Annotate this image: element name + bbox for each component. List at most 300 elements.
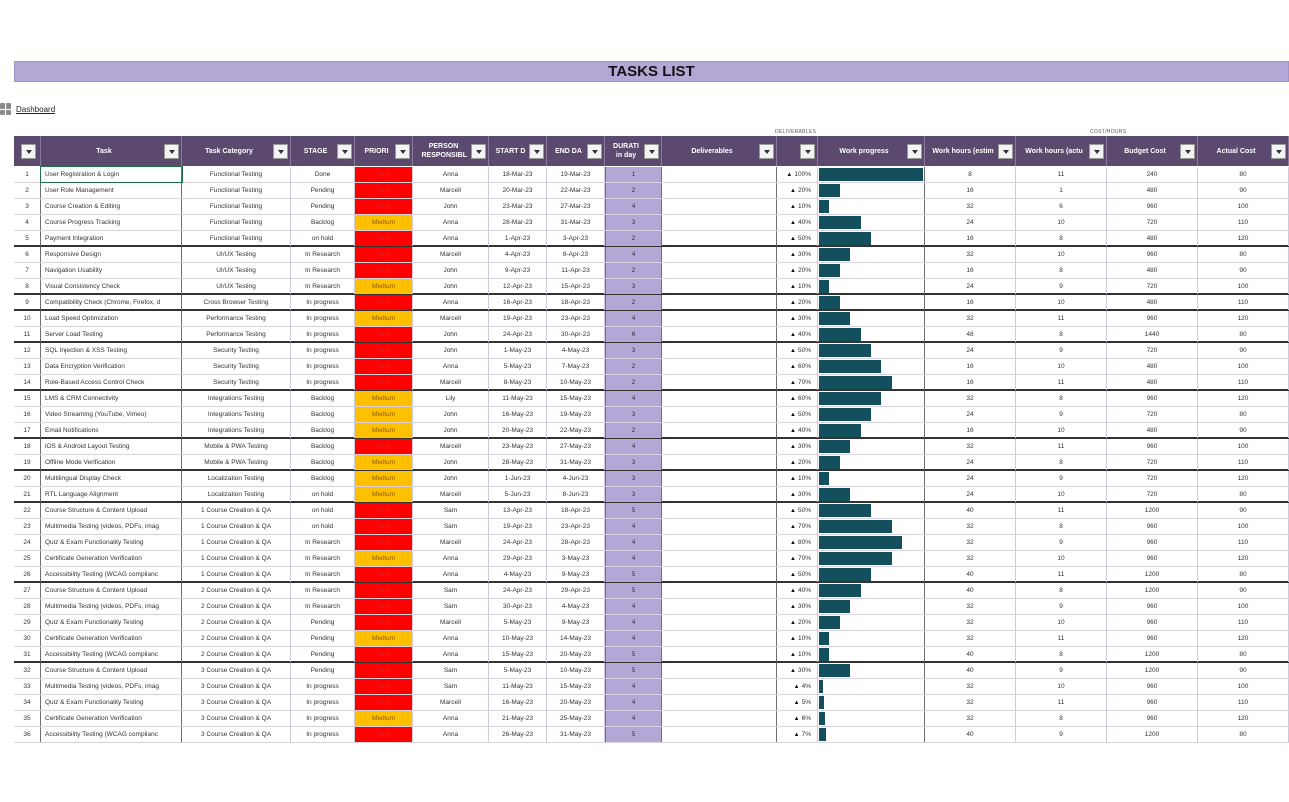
progress-bar-cell[interactable] <box>818 231 925 246</box>
hours-actual-cell[interactable]: 10 <box>1016 215 1107 230</box>
end-date-cell[interactable]: 3-Apr-23 <box>547 231 605 246</box>
stage-cell[interactable]: In Research <box>291 279 355 294</box>
end-date-cell[interactable]: 15-May-23 <box>547 679 605 694</box>
task-name-cell[interactable]: User Registration & Login <box>41 167 182 182</box>
stage-cell[interactable]: Backlog <box>291 391 355 406</box>
deliverables-cell[interactable] <box>662 503 777 518</box>
stage-cell[interactable]: In progress <box>291 711 355 726</box>
person-cell[interactable]: John <box>413 327 489 342</box>
person-cell[interactable]: Anna <box>413 215 489 230</box>
row-number-cell[interactable]: 34 <box>14 695 41 710</box>
task-name-cell[interactable]: Accessibility Testing (WCAG complianc <box>41 567 182 582</box>
person-cell[interactable]: Anna <box>413 231 489 246</box>
row-number-cell[interactable]: 31 <box>14 647 41 662</box>
task-category-cell[interactable]: 3 Course Creation & QA <box>182 679 291 694</box>
hours-estimated-cell[interactable]: 40 <box>925 647 1016 662</box>
duration-cell[interactable]: 4 <box>605 551 662 566</box>
start-date-cell[interactable]: 11-May-23 <box>489 391 547 406</box>
hours-estimated-cell[interactable]: 32 <box>925 711 1016 726</box>
progress-bar-cell[interactable] <box>818 487 925 502</box>
stage-cell[interactable]: In progress <box>291 727 355 742</box>
percent-cell[interactable] <box>777 647 818 662</box>
hours-actual-cell[interactable]: 8 <box>1016 263 1107 278</box>
budget-cost-cell[interactable]: 960 <box>1107 199 1198 214</box>
actual-cost-cell[interactable]: 80 <box>1198 727 1289 742</box>
stage-cell[interactable]: In Research <box>291 599 355 614</box>
person-cell[interactable]: John <box>413 471 489 486</box>
hours-estimated-cell[interactable]: 16 <box>925 423 1016 438</box>
stage-cell[interactable]: In progress <box>291 695 355 710</box>
progress-bar-cell[interactable] <box>818 391 925 406</box>
task-name-cell[interactable]: Offline Mode Verification <box>41 455 182 470</box>
task-category-cell[interactable]: Performance Testing <box>182 327 291 342</box>
hours-estimated-cell[interactable]: 32 <box>925 311 1016 326</box>
row-number-cell[interactable]: 15 <box>14 391 41 406</box>
stage-cell[interactable]: Backlog <box>291 455 355 470</box>
hours-estimated-cell[interactable]: 32 <box>925 199 1016 214</box>
hours-actual-cell[interactable]: 11 <box>1016 311 1107 326</box>
budget-cost-cell[interactable]: 1200 <box>1107 727 1198 742</box>
stage-cell[interactable]: Backlog <box>291 439 355 454</box>
actual-cost-cell[interactable]: 110 <box>1198 215 1289 230</box>
percent-cell[interactable] <box>777 407 818 422</box>
priority-cell[interactable]: High <box>355 599 413 614</box>
row-number-cell[interactable]: 24 <box>14 535 41 550</box>
budget-cost-cell[interactable]: 720 <box>1107 407 1198 422</box>
end-date-cell[interactable]: 31-Mar-23 <box>547 215 605 230</box>
task-name-cell[interactable]: Payment Integration <box>41 231 182 246</box>
stage-cell[interactable]: In Research <box>291 535 355 550</box>
hours-actual-cell[interactable]: 8 <box>1016 519 1107 534</box>
percent-cell[interactable] <box>777 439 818 454</box>
task-category-cell[interactable]: 1 Course Creation & QA <box>182 567 291 582</box>
start-date-cell[interactable]: 15-May-23 <box>489 647 547 662</box>
end-date-cell[interactable]: 4-May-23 <box>547 343 605 358</box>
priority-cell[interactable]: High <box>355 519 413 534</box>
task-name-cell[interactable]: Load Speed Optimization <box>41 311 182 326</box>
progress-bar-cell[interactable] <box>818 567 925 582</box>
deliverables-cell[interactable] <box>662 519 777 534</box>
priority-cell[interactable]: Medium <box>355 423 413 438</box>
deliverables-cell[interactable] <box>662 583 777 598</box>
priority-cell[interactable]: Medium <box>355 471 413 486</box>
end-date-cell[interactable]: 19-May-23 <box>547 407 605 422</box>
end-date-cell[interactable]: 23-Apr-23 <box>547 311 605 326</box>
deliverables-cell[interactable] <box>662 247 777 262</box>
percent-cell[interactable] <box>777 343 818 358</box>
budget-cost-cell[interactable]: 960 <box>1107 311 1198 326</box>
stage-cell[interactable]: In progress <box>291 295 355 310</box>
progress-bar-cell[interactable] <box>818 167 925 182</box>
hours-actual-cell[interactable]: 8 <box>1016 647 1107 662</box>
priority-cell[interactable]: Medium <box>355 631 413 646</box>
duration-cell[interactable]: 5 <box>605 727 662 742</box>
duration-cell[interactable]: 3 <box>605 487 662 502</box>
progress-bar-cell[interactable] <box>818 727 925 742</box>
task-category-cell[interactable]: 3 Course Creation & QA <box>182 663 291 678</box>
hours-estimated-cell[interactable]: 24 <box>925 471 1016 486</box>
person-cell[interactable]: Marcell <box>413 615 489 630</box>
duration-cell[interactable]: 4 <box>605 615 662 630</box>
deliverables-cell[interactable] <box>662 631 777 646</box>
deliverables-cell[interactable] <box>662 295 777 310</box>
hours-estimated-cell[interactable]: 32 <box>925 391 1016 406</box>
task-name-cell[interactable]: Quiz & Exam Functionality Testing <box>41 535 182 550</box>
percent-cell[interactable] <box>777 215 818 230</box>
duration-cell[interactable]: 2 <box>605 263 662 278</box>
task-name-cell[interactable]: User Role Management <box>41 183 182 198</box>
hours-actual-cell[interactable]: 9 <box>1016 279 1107 294</box>
person-cell[interactable]: John <box>413 279 489 294</box>
deliverables-cell[interactable] <box>662 695 777 710</box>
task-category-cell[interactable]: Security Testing <box>182 359 291 374</box>
actual-cost-cell[interactable]: 90 <box>1198 343 1289 358</box>
budget-cost-cell[interactable]: 1200 <box>1107 503 1198 518</box>
budget-cost-cell[interactable]: 720 <box>1107 279 1198 294</box>
priority-cell[interactable]: Medium <box>355 551 413 566</box>
duration-cell[interactable]: 2 <box>605 231 662 246</box>
progress-bar-cell[interactable] <box>818 327 925 342</box>
task-category-cell[interactable]: UI/UX Testing <box>182 263 291 278</box>
percent-cell[interactable] <box>777 231 818 246</box>
hours-actual-cell[interactable]: 9 <box>1016 535 1107 550</box>
filter-dropdown-icon[interactable] <box>529 144 544 159</box>
deliverables-cell[interactable] <box>662 439 777 454</box>
priority-cell[interactable]: High <box>355 615 413 630</box>
actual-cost-cell[interactable]: 120 <box>1198 711 1289 726</box>
priority-cell[interactable]: Medium <box>355 711 413 726</box>
percent-cell[interactable] <box>777 471 818 486</box>
hours-estimated-cell[interactable]: 48 <box>925 327 1016 342</box>
person-cell[interactable]: Marcell <box>413 439 489 454</box>
stage-cell[interactable]: Backlog <box>291 215 355 230</box>
percent-cell[interactable] <box>777 295 818 310</box>
task-category-cell[interactable]: Cross Browser Testing <box>182 295 291 310</box>
hours-actual-cell[interactable]: 8 <box>1016 327 1107 342</box>
duration-cell[interactable]: 2 <box>605 183 662 198</box>
duration-cell[interactable]: 4 <box>605 679 662 694</box>
task-category-cell[interactable]: Functional Testing <box>182 231 291 246</box>
priority-cell[interactable]: Medium <box>355 215 413 230</box>
stage-cell[interactable]: Pending <box>291 199 355 214</box>
priority-cell[interactable]: High <box>355 567 413 582</box>
progress-bar-cell[interactable] <box>818 711 925 726</box>
row-number-cell[interactable]: 17 <box>14 423 41 438</box>
hours-estimated-cell[interactable]: 16 <box>925 183 1016 198</box>
hours-actual-cell[interactable]: 11 <box>1016 503 1107 518</box>
task-category-cell[interactable]: Integrations Testing <box>182 423 291 438</box>
task-name-cell[interactable]: Course Structure & Content Upload <box>41 663 182 678</box>
row-number-cell[interactable]: 11 <box>14 327 41 342</box>
hours-estimated-cell[interactable]: 32 <box>925 695 1016 710</box>
percent-cell[interactable] <box>777 375 818 390</box>
priority-cell[interactable]: High <box>355 167 413 182</box>
actual-cost-cell[interactable]: 90 <box>1198 183 1289 198</box>
budget-cost-cell[interactable]: 480 <box>1107 231 1198 246</box>
hours-estimated-cell[interactable]: 16 <box>925 295 1016 310</box>
start-date-cell[interactable]: 20-Mar-23 <box>489 183 547 198</box>
end-date-cell[interactable]: 15-May-23 <box>547 391 605 406</box>
percent-cell[interactable] <box>777 311 818 326</box>
actual-cost-cell[interactable]: 120 <box>1198 631 1289 646</box>
start-date-cell[interactable]: 5-May-23 <box>489 615 547 630</box>
priority-cell[interactable]: High <box>355 295 413 310</box>
task-category-cell[interactable]: Mobile & PWA Testing <box>182 439 291 454</box>
task-name-cell[interactable]: Course Structure & Content Upload <box>41 583 182 598</box>
duration-cell[interactable]: 5 <box>605 503 662 518</box>
actual-cost-cell[interactable]: 120 <box>1198 471 1289 486</box>
percent-cell[interactable] <box>777 567 818 582</box>
hours-actual-cell[interactable]: 9 <box>1016 727 1107 742</box>
deliverables-cell[interactable] <box>662 391 777 406</box>
actual-cost-cell[interactable]: 80 <box>1198 407 1289 422</box>
actual-cost-cell[interactable]: 100 <box>1198 599 1289 614</box>
row-number-cell[interactable]: 6 <box>14 247 41 262</box>
hours-estimated-cell[interactable]: 32 <box>925 535 1016 550</box>
progress-bar-cell[interactable] <box>818 183 925 198</box>
task-category-cell[interactable]: 1 Course Creation & QA <box>182 535 291 550</box>
row-number-cell[interactable]: 33 <box>14 679 41 694</box>
priority-cell[interactable]: High <box>355 727 413 742</box>
stage-cell[interactable]: on hold <box>291 487 355 502</box>
row-number-cell[interactable]: 18 <box>14 439 41 454</box>
priority-cell[interactable]: Medium <box>355 455 413 470</box>
start-date-cell[interactable]: 24-Apr-23 <box>489 583 547 598</box>
person-cell[interactable]: Anna <box>413 551 489 566</box>
progress-bar-cell[interactable] <box>818 535 925 550</box>
row-number-cell[interactable]: 16 <box>14 407 41 422</box>
start-date-cell[interactable]: 8-May-23 <box>489 375 547 390</box>
person-cell[interactable]: John <box>413 455 489 470</box>
budget-cost-cell[interactable]: 960 <box>1107 599 1198 614</box>
priority-cell[interactable]: High <box>355 359 413 374</box>
hours-estimated-cell[interactable]: 32 <box>925 599 1016 614</box>
person-cell[interactable]: Sam <box>413 599 489 614</box>
hours-estimated-cell[interactable]: 24 <box>925 487 1016 502</box>
priority-cell[interactable]: High <box>355 439 413 454</box>
duration-cell[interactable]: 6 <box>605 327 662 342</box>
priority-cell[interactable]: Medium <box>355 279 413 294</box>
start-date-cell[interactable]: 23-Mar-23 <box>489 199 547 214</box>
row-number-cell[interactable]: 5 <box>14 231 41 246</box>
task-name-cell[interactable]: Visual Consistency Check <box>41 279 182 294</box>
end-date-cell[interactable]: 20-May-23 <box>547 695 605 710</box>
person-cell[interactable]: Anna <box>413 295 489 310</box>
priority-cell[interactable]: Medium <box>355 407 413 422</box>
task-category-cell[interactable]: 2 Course Creation & QA <box>182 583 291 598</box>
deliverables-cell[interactable] <box>662 199 777 214</box>
end-date-cell[interactable]: 15-Apr-23 <box>547 279 605 294</box>
task-name-cell[interactable]: LMS & CRM Connectivity <box>41 391 182 406</box>
budget-cost-cell[interactable]: 960 <box>1107 519 1198 534</box>
person-cell[interactable]: John <box>413 263 489 278</box>
budget-cost-cell[interactable]: 1200 <box>1107 583 1198 598</box>
hours-estimated-cell[interactable]: 32 <box>925 615 1016 630</box>
end-date-cell[interactable]: 19-Mar-23 <box>547 167 605 182</box>
duration-cell[interactable]: 3 <box>605 279 662 294</box>
hours-actual-cell[interactable]: 6 <box>1016 199 1107 214</box>
task-name-cell[interactable]: SQL Injection & XSS Testing <box>41 343 182 358</box>
percent-cell[interactable] <box>777 663 818 678</box>
duration-cell[interactable]: 4 <box>605 519 662 534</box>
actual-cost-cell[interactable]: 110 <box>1198 375 1289 390</box>
person-cell[interactable]: Anna <box>413 711 489 726</box>
person-cell[interactable]: Sam <box>413 663 489 678</box>
deliverables-cell[interactable] <box>662 263 777 278</box>
filter-dropdown-icon[interactable] <box>1089 144 1104 159</box>
stage-cell[interactable]: on hold <box>291 503 355 518</box>
deliverables-cell[interactable] <box>662 711 777 726</box>
task-category-cell[interactable]: 2 Course Creation & QA <box>182 599 291 614</box>
row-number-cell[interactable]: 20 <box>14 471 41 486</box>
row-number-cell[interactable]: 2 <box>14 183 41 198</box>
progress-bar-cell[interactable] <box>818 199 925 214</box>
percent-cell[interactable] <box>777 247 818 262</box>
duration-cell[interactable]: 5 <box>605 583 662 598</box>
duration-cell[interactable]: 3 <box>605 471 662 486</box>
hours-actual-cell[interactable]: 9 <box>1016 599 1107 614</box>
person-cell[interactable]: Marcell <box>413 695 489 710</box>
end-date-cell[interactable]: 9-May-23 <box>547 567 605 582</box>
deliverables-cell[interactable] <box>662 167 777 182</box>
task-name-cell[interactable]: Responsive Design <box>41 247 182 262</box>
duration-cell[interactable]: 4 <box>605 599 662 614</box>
stage-cell[interactable]: In Research <box>291 551 355 566</box>
deliverables-cell[interactable] <box>662 183 777 198</box>
duration-cell[interactable]: 4 <box>605 711 662 726</box>
filter-dropdown-icon[interactable] <box>587 144 602 159</box>
start-date-cell[interactable]: 11-May-23 <box>489 679 547 694</box>
hours-estimated-cell[interactable]: 16 <box>925 375 1016 390</box>
person-cell[interactable]: Marcell <box>413 375 489 390</box>
dashboard-icon[interactable] <box>0 103 11 115</box>
hours-actual-cell[interactable]: 10 <box>1016 487 1107 502</box>
percent-cell[interactable] <box>777 679 818 694</box>
actual-cost-cell[interactable]: 80 <box>1198 247 1289 262</box>
duration-cell[interactable]: 4 <box>605 199 662 214</box>
percent-cell[interactable] <box>777 391 818 406</box>
row-number-cell[interactable]: 23 <box>14 519 41 534</box>
priority-cell[interactable]: High <box>355 231 413 246</box>
deliverables-cell[interactable] <box>662 375 777 390</box>
hours-actual-cell[interactable]: 10 <box>1016 295 1107 310</box>
start-date-cell[interactable]: 18-Mar-23 <box>489 167 547 182</box>
budget-cost-cell[interactable]: 960 <box>1107 631 1198 646</box>
task-name-cell[interactable]: RTL Language Alignment <box>41 487 182 502</box>
actual-cost-cell[interactable]: 110 <box>1198 535 1289 550</box>
priority-cell[interactable]: High <box>355 199 413 214</box>
deliverables-cell[interactable] <box>662 535 777 550</box>
row-number-cell[interactable]: 10 <box>14 311 41 326</box>
duration-cell[interactable]: 4 <box>605 247 662 262</box>
person-cell[interactable]: John <box>413 423 489 438</box>
end-date-cell[interactable]: 22-Mar-23 <box>547 183 605 198</box>
start-date-cell[interactable]: 30-Apr-23 <box>489 599 547 614</box>
progress-bar-cell[interactable] <box>818 615 925 630</box>
progress-bar-cell[interactable] <box>818 647 925 662</box>
task-name-cell[interactable]: Certificate Generation Verification <box>41 631 182 646</box>
row-number-cell[interactable]: 7 <box>14 263 41 278</box>
person-cell[interactable]: Marcell <box>413 183 489 198</box>
percent-cell[interactable] <box>777 631 818 646</box>
progress-bar-cell[interactable] <box>818 311 925 326</box>
progress-bar-cell[interactable] <box>818 471 925 486</box>
duration-cell[interactable]: 2 <box>605 295 662 310</box>
percent-cell[interactable] <box>777 695 818 710</box>
end-date-cell[interactable]: 14-May-23 <box>547 631 605 646</box>
task-name-cell[interactable]: Course Creation & Editing <box>41 199 182 214</box>
stage-cell[interactable]: Backlog <box>291 423 355 438</box>
start-date-cell[interactable]: 16-May-23 <box>489 407 547 422</box>
hours-estimated-cell[interactable]: 40 <box>925 567 1016 582</box>
start-date-cell[interactable]: 19-Apr-23 <box>489 519 547 534</box>
percent-cell[interactable] <box>777 263 818 278</box>
priority-cell[interactable]: Medium <box>355 311 413 326</box>
duration-cell[interactable]: 4 <box>605 439 662 454</box>
row-number-cell[interactable]: 8 <box>14 279 41 294</box>
duration-cell[interactable]: 1 <box>605 167 662 182</box>
hours-estimated-cell[interactable]: 32 <box>925 631 1016 646</box>
priority-cell[interactable]: High <box>355 343 413 358</box>
filter-dropdown-icon[interactable] <box>21 144 36 159</box>
deliverables-cell[interactable] <box>662 407 777 422</box>
person-cell[interactable]: Marcell <box>413 247 489 262</box>
end-date-cell[interactable]: 11-Apr-23 <box>547 263 605 278</box>
duration-cell[interactable]: 3 <box>605 455 662 470</box>
hours-actual-cell[interactable]: 11 <box>1016 567 1107 582</box>
end-date-cell[interactable]: 25-May-23 <box>547 711 605 726</box>
task-category-cell[interactable]: 1 Course Creation & QA <box>182 519 291 534</box>
hours-actual-cell[interactable]: 10 <box>1016 423 1107 438</box>
budget-cost-cell[interactable]: 960 <box>1107 535 1198 550</box>
budget-cost-cell[interactable]: 720 <box>1107 487 1198 502</box>
hours-actual-cell[interactable]: 11 <box>1016 439 1107 454</box>
stage-cell[interactable]: Backlog <box>291 407 355 422</box>
task-category-cell[interactable]: Localization Testing <box>182 471 291 486</box>
hours-estimated-cell[interactable]: 40 <box>925 503 1016 518</box>
filter-dropdown-icon[interactable] <box>164 144 179 159</box>
filter-dropdown-icon[interactable] <box>998 144 1013 159</box>
hours-estimated-cell[interactable]: 32 <box>925 551 1016 566</box>
stage-cell[interactable]: Pending <box>291 615 355 630</box>
stage-cell[interactable]: In progress <box>291 343 355 358</box>
hours-actual-cell[interactable]: 9 <box>1016 343 1107 358</box>
hours-estimated-cell[interactable]: 16 <box>925 231 1016 246</box>
progress-bar-cell[interactable] <box>818 279 925 294</box>
task-name-cell[interactable]: Navigation Usability <box>41 263 182 278</box>
progress-bar-cell[interactable] <box>818 407 925 422</box>
actual-cost-cell[interactable]: 80 <box>1198 327 1289 342</box>
actual-cost-cell[interactable]: 80 <box>1198 647 1289 662</box>
budget-cost-cell[interactable]: 480 <box>1107 263 1198 278</box>
budget-cost-cell[interactable]: 720 <box>1107 343 1198 358</box>
percent-cell[interactable] <box>777 727 818 742</box>
priority-cell[interactable]: High <box>355 247 413 262</box>
actual-cost-cell[interactable]: 90 <box>1198 423 1289 438</box>
task-name-cell[interactable]: Multimedia Testing (videos, PDFs, imag <box>41 679 182 694</box>
priority-cell[interactable]: High <box>355 535 413 550</box>
stage-cell[interactable]: Done <box>291 167 355 182</box>
progress-bar-cell[interactable] <box>818 583 925 598</box>
stage-cell[interactable]: on hold <box>291 231 355 246</box>
actual-cost-cell[interactable]: 100 <box>1198 439 1289 454</box>
row-number-cell[interactable]: 3 <box>14 199 41 214</box>
hours-actual-cell[interactable]: 9 <box>1016 471 1107 486</box>
actual-cost-cell[interactable]: 100 <box>1198 279 1289 294</box>
person-cell[interactable]: Sam <box>413 503 489 518</box>
hours-actual-cell[interactable]: 11 <box>1016 167 1107 182</box>
filter-dropdown-icon[interactable] <box>337 144 352 159</box>
